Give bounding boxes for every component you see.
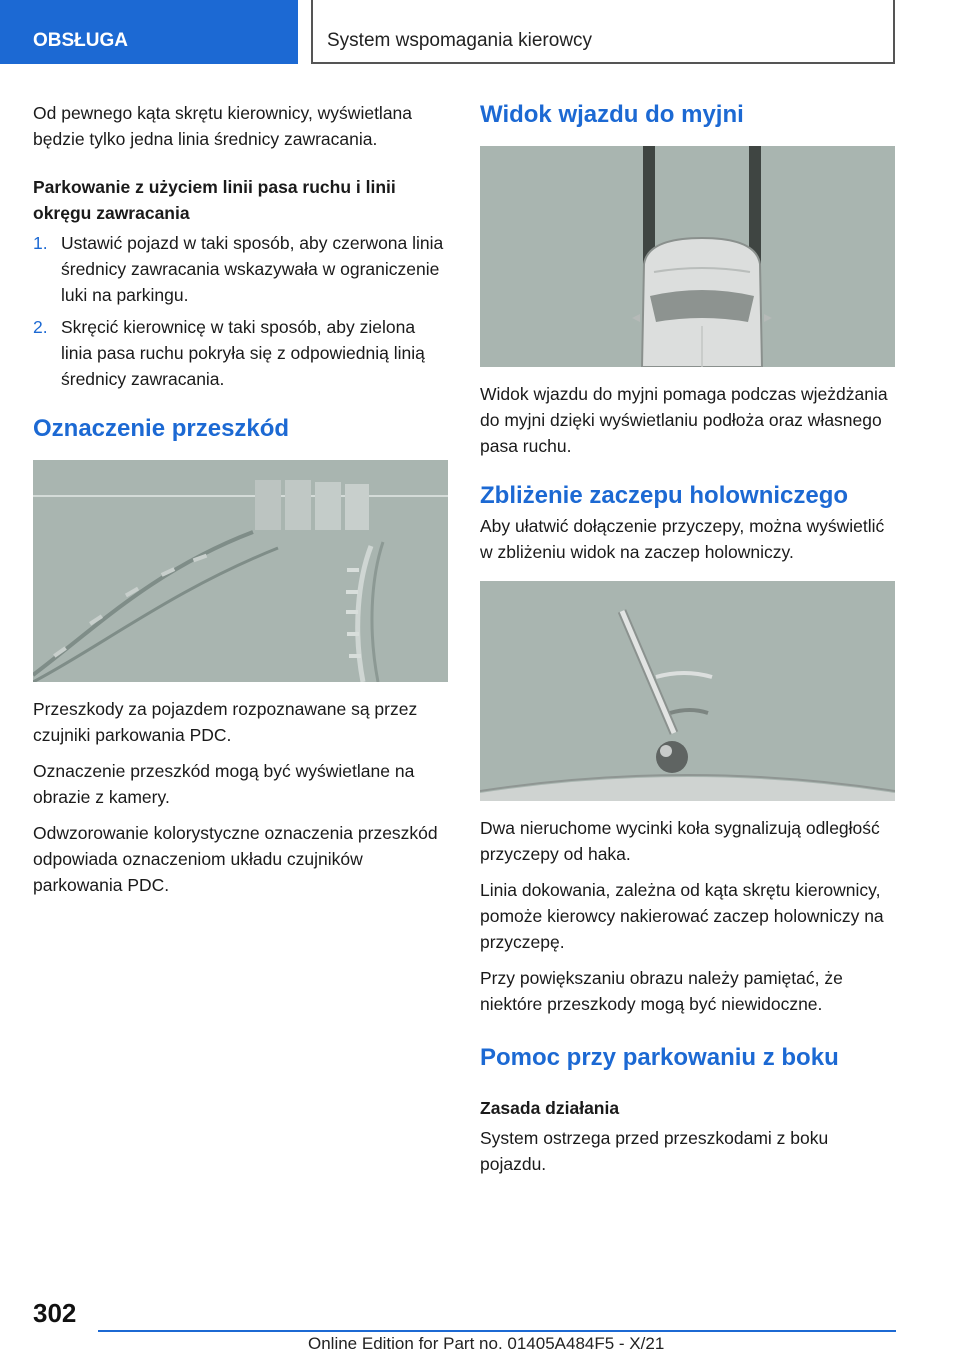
carwash-paragraph: Widok wjazdu do myjni pomaga podczas wjeżdżania do myjni dzięki wyświetlaniu podłoża oraz własnego pasa ruchu. — [480, 384, 888, 456]
hitch-paragraph-3: Przy powiększaniu obrazu należy pamiętać, że niektóre przeszkody mogą być niewidoczne. — [480, 968, 843, 1014]
carwash-heading: Widok wjazdu do myjni — [480, 101, 744, 128]
step-text: Ustawić pojazd w taki sposób, aby czerwona linia średnicy zawracania wskazywała w ograniczenie luki na parkingu. — [61, 233, 444, 305]
parking-steps — [33, 230, 448, 392]
hitch-paragraph-1: Dwa nieruchome wycinki koła sygnalizują odległość przyczepy od haka. — [480, 818, 880, 864]
side-parking-heading: Pomoc przy parkowaniu z boku — [480, 1044, 839, 1071]
step-number: 2. — [33, 317, 48, 337]
hitch-heading: Zbliżenie zaczepu holowniczego — [480, 482, 849, 509]
step-item — [33, 314, 448, 392]
chapter-title: System wspomagania kierowcy — [311, 0, 895, 64]
obstacle-marking-figure — [33, 460, 448, 682]
hitch-intro-paragraph: Aby ułatwić dołączenie przyczepy, można wyświetlić w zbliżeniu widok na zaczep holowniczy. — [480, 516, 885, 562]
footer-edition: Online Edition for Part no. 01405A484F5 - X/21 — [308, 1334, 665, 1353]
obstacle-paragraph-3: Odwzorowanie kolorystyczne oznaczenia przeszkód odpowiada oznaczeniom układu czujników parkowania PDC. — [33, 823, 438, 895]
step-item — [33, 230, 448, 308]
obstacle-paragraph-1: Przeszkody za pojazdem rozpoznawane są przez czujniki parkowania PDC. — [33, 699, 418, 745]
section-tab: OBSŁUGA — [0, 0, 298, 64]
hitch-zoom-figure — [480, 581, 895, 801]
intro-paragraph: Od pewnego kąta skrętu kierownicy, wyświetlana będzie tylko jedna linia średnicy zawracania. — [33, 103, 413, 149]
parking-subheading: Parkowanie z użyciem linii pasa ruchu i linii okręgu zawracania — [33, 177, 396, 223]
obstacle-paragraph-2: Oznaczenie przeszkód mogą być wyświetlane na obrazie z kamery. — [33, 761, 415, 807]
step-text: Skręcić kierownicę w taki sposób, aby zielona linia pasa ruchu pokryła się z odpowiednią linią średnicy zawracania. — [61, 317, 425, 389]
obstacle-heading: Oznaczenie przeszkód — [33, 415, 290, 442]
page-number: 302 — [33, 1298, 77, 1328]
principle-subheading: Zasada działania — [480, 1098, 620, 1118]
carwash-view-figure — [480, 146, 895, 367]
step-number: 1. — [33, 233, 48, 253]
left-column — [33, 100, 448, 908]
hitch-paragraph-2: Linia dokowania, zależna od kąta skrętu kierownicy, pomoże kierowcy nakierować zaczep holowniczy na przyczepę. — [480, 880, 884, 952]
footer-divider — [98, 1330, 896, 1332]
right-column — [480, 100, 895, 1187]
side-parking-paragraph: System ostrzega przed przeszkodami z boku pojazdu. — [480, 1128, 829, 1174]
